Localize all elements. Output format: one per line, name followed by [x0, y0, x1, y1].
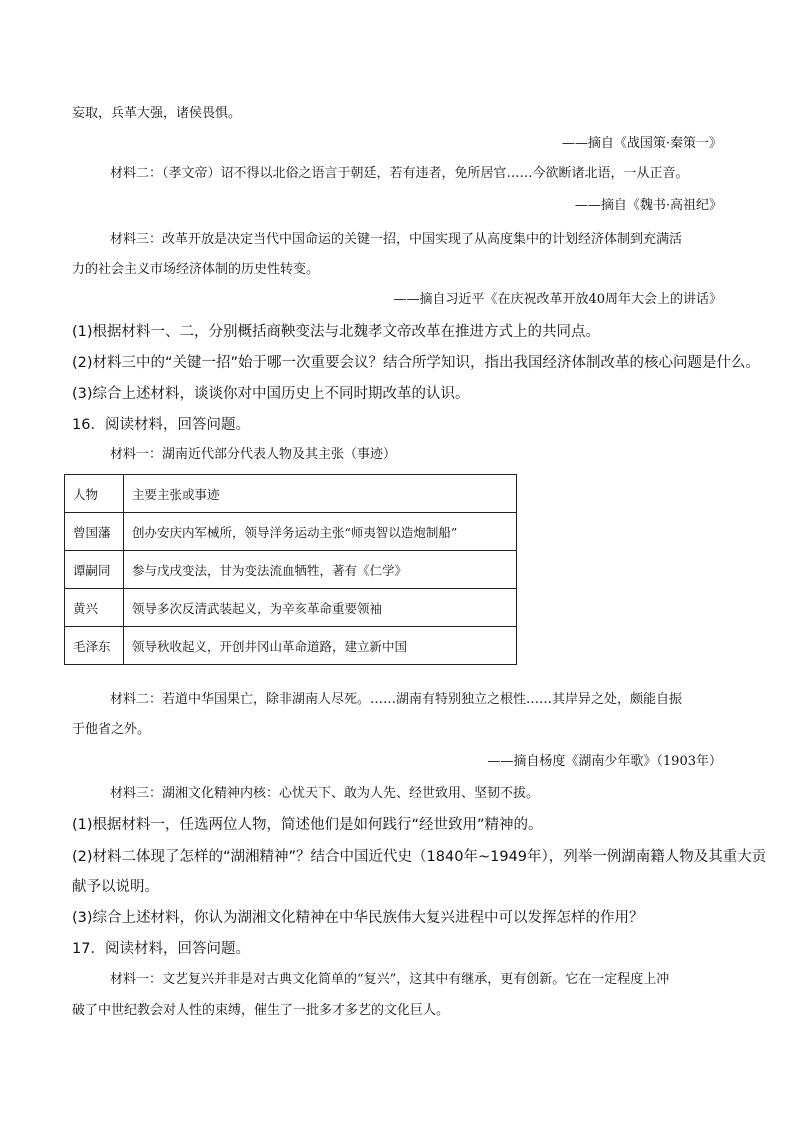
- source-line-2: ——摘自《魏书·高祖纪》: [574, 198, 722, 213]
- source-line-3: ——摘自习近平《在庆祝改革开放40周年大会上的讲话》: [393, 292, 722, 307]
- material-17-1-line-1: 材料一：文艺复兴并非是对古典文化简单的“复兴”，这其中有继承，更有创新。它在一定程度上冲: [110, 972, 670, 987]
- question-16-2-line-2: 献予以说明。: [72, 879, 159, 895]
- material-1-tail: 妄取，兵革大强，诸侯畏惧。: [72, 106, 242, 121]
- question-16-3: (3)综合上述材料，你认为湖湘文化精神在中华民族伟大复兴进程中可以发挥怎样的作用？: [72, 910, 644, 926]
- question-16-1: (1)根据材料一，任选两位人物，简述他们是如何践行“经世致用”精神的。: [72, 817, 543, 833]
- table-row: [65, 513, 517, 551]
- table-row: [65, 475, 517, 513]
- table-cell-deed: 创办安庆内军械所，领导洋务运动主张“师夷智以造炮制船”: [124, 513, 517, 551]
- question-17-heading: 17．阅读材料，回答问题。: [72, 941, 250, 957]
- table-cell-deed: 参与戊戌变法，甘为变法流血牺牲，著有《仁学》: [124, 551, 517, 589]
- table-cell-person: 毛泽东: [65, 627, 124, 665]
- source-line-16: ——摘自杨度《湖南少年歌》（1903年）: [487, 754, 722, 769]
- table-cell-person: 曾国藩: [65, 513, 124, 551]
- material-2-text: 材料二：（孝文帝）诏不得以北俗之语言于朝廷，若有违者，免所居官……今欲断诸北语，一从正音。: [110, 166, 689, 181]
- question-15-1: (1)根据材料一、二，分别概括商鞅变法与北魏孝文帝改革在推进方式上的共同点。: [72, 324, 601, 340]
- table-cell-person: 黄兴: [65, 589, 124, 627]
- material-16-3-text: 材料三：湖湘文化精神内核：心忧天下、敢为人先、经世致用、坚韧不拔。: [110, 786, 540, 801]
- table-row: [65, 627, 517, 665]
- figures-table: [64, 474, 517, 665]
- question-15-2: (2)材料三中的“关键一招”始于哪一次重要会议？结合所学知识，指出我国经济体制改革的核心问题是什么。: [72, 355, 761, 371]
- material-3-line-1: 材料三：改革开放是决定当代中国命运的关键一招，中国实现了从高度集中的计划经济体制到充满活: [110, 232, 683, 247]
- material-16-1-title: 材料一：湖南近代部分代表人物及其主张（事迹）: [110, 447, 397, 462]
- table-cell-deed: 领导秋收起义，开创井冈山革命道路，建立新中国: [124, 627, 517, 665]
- table-row: [65, 551, 517, 589]
- question-15-3: (3)综合上述材料，谈谈你对中国历史上不同时期改革的认识。: [72, 386, 470, 402]
- material-17-1-line-2: 破了中世纪教会对人性的束缚，催生了一批多才多艺的文化巨人。: [72, 1003, 450, 1018]
- table-cell-person: 谭嗣同: [65, 551, 124, 589]
- material-16-2-line-1: 材料二：若道中华国果亡，除非湖南人尽死。……湖南有特别独立之根性……其岸异之处，颇能自振: [110, 692, 683, 707]
- material-3-line-2: 力的社会主义市场经济体制的历史性转变。: [72, 262, 320, 277]
- source-line-1: ——摘自《战国策·秦策一》: [561, 136, 722, 151]
- table-cell-deed: 主要主张或事迹: [124, 475, 517, 513]
- table-cell-person: 人物: [65, 475, 124, 513]
- table-cell-deed: 领导多次反清武装起义，为辛亥革命重要领袖: [124, 589, 517, 627]
- question-16-heading: 16．阅读材料，回答问题。: [72, 417, 250, 433]
- material-16-2-line-2: 于他省之外。: [72, 722, 151, 737]
- table-row: [65, 589, 517, 627]
- question-16-2-line-1: (2)材料二体现了怎样的“湖湘精神”？结合中国近代史（1840年~1949年），列举一例湖南籍人物及其重大贡: [72, 849, 767, 865]
